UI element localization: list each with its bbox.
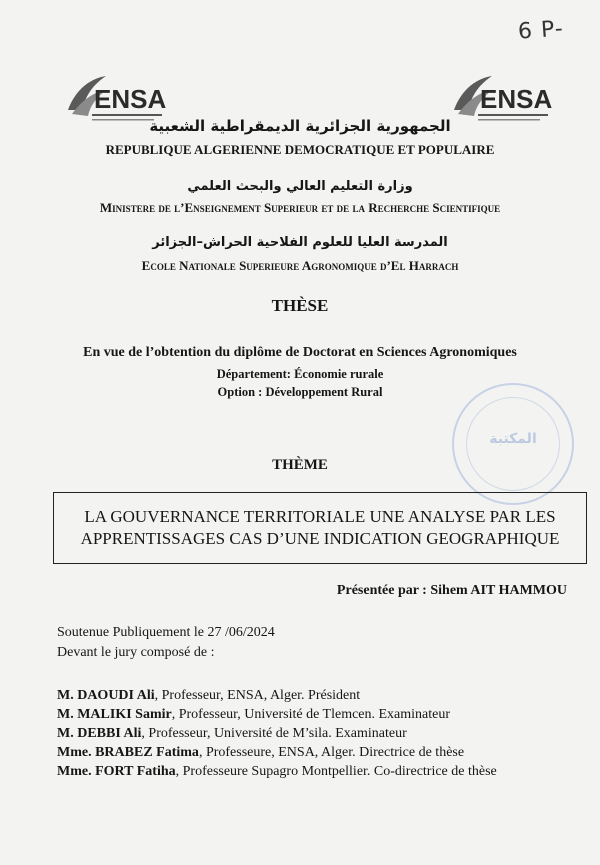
theme-heading: THÈME <box>272 457 328 473</box>
svg-text:ENSA: ENSA <box>480 84 552 114</box>
jury-member <box>57 705 497 724</box>
jury-member-name: M. DAOUDI Ali <box>57 688 155 703</box>
jury-member <box>57 762 497 781</box>
header-republic-arabic: الجمهورية الجزائرية الديمقراطية الشعبية <box>149 117 451 135</box>
jury-member-name: M. DEBBI Ali <box>57 726 142 741</box>
thesis-title-line-1: LA GOUVERNANCE TERRITORIALE UNE ANALYSE PAR LES <box>84 507 556 526</box>
thesis-title-line-2: APPRENTISSAGES CAS D’UNE INDICATION GEOGRAPHIQUE <box>80 529 560 548</box>
header-ministry-arabic: وزارة التعليم العالي والبحث العلمي <box>187 179 413 194</box>
header-ministry-french: Ministere de l’Enseignement Superieur et de la Recherche Scientifique <box>99 200 501 215</box>
handwritten-note: 6 P- <box>517 16 565 45</box>
jury-member-details: , Professeur, Université de M’sila. Examinateur <box>141 726 407 741</box>
thesis-heading: THÈSE <box>271 296 329 315</box>
jury-member-details: , Professeur, Université de Tlemcen. Examinateur <box>171 707 451 722</box>
header-republic-french: REPUBLIQUE ALGERIENNE DEMOCRATIQUE ET POPULAIRE <box>105 142 495 157</box>
jury-member <box>57 686 497 705</box>
header-school-french: Ecole Nationale Superieure Agronomique d’El Harrach <box>141 258 459 273</box>
option-line: Option : Développement Rural <box>217 385 383 399</box>
defense-date: Soutenue Publiquement le 27 /06/2024 <box>57 625 275 640</box>
author-label: Présentée par : <box>336 583 431 598</box>
jury-member-name: M. MALIKI Samir <box>57 707 172 722</box>
jury-list <box>57 686 497 781</box>
jury-member <box>57 724 497 743</box>
jury-intro: Devant le jury composé de : <box>57 645 215 660</box>
library-stamp-text: المكتبة <box>489 431 537 447</box>
author-line <box>337 583 567 599</box>
jury-member-name: Mme. BRABEZ Fatima <box>57 745 199 760</box>
thesis-title-box <box>53 492 587 564</box>
department-line: Département: Économie rurale <box>216 367 384 381</box>
jury-member-name: Mme. FORT Fatiha <box>57 764 176 779</box>
obtention-line: En vue de l’obtention du diplôme de Doctorat en Sciences Agronomiques <box>83 345 517 360</box>
jury-member-details: , Professeure, ENSA, Alger. Directrice de thèse <box>198 745 465 760</box>
jury-member-details: , Professeur, ENSA, Alger. Président <box>154 688 361 703</box>
jury-member-details: , Professeure Supagro Montpellier. Co-directrice de thèse <box>175 764 497 779</box>
jury-member <box>57 743 497 762</box>
thesis-title <box>81 506 560 550</box>
header-school-arabic: المدرسة العليا للعلوم الفلاحية الحراش–الجزائر <box>152 235 448 250</box>
svg-text:ENSA: ENSA <box>94 84 166 114</box>
library-stamp <box>452 383 574 505</box>
author-name: Sihem AIT HAMMOU <box>430 583 567 598</box>
